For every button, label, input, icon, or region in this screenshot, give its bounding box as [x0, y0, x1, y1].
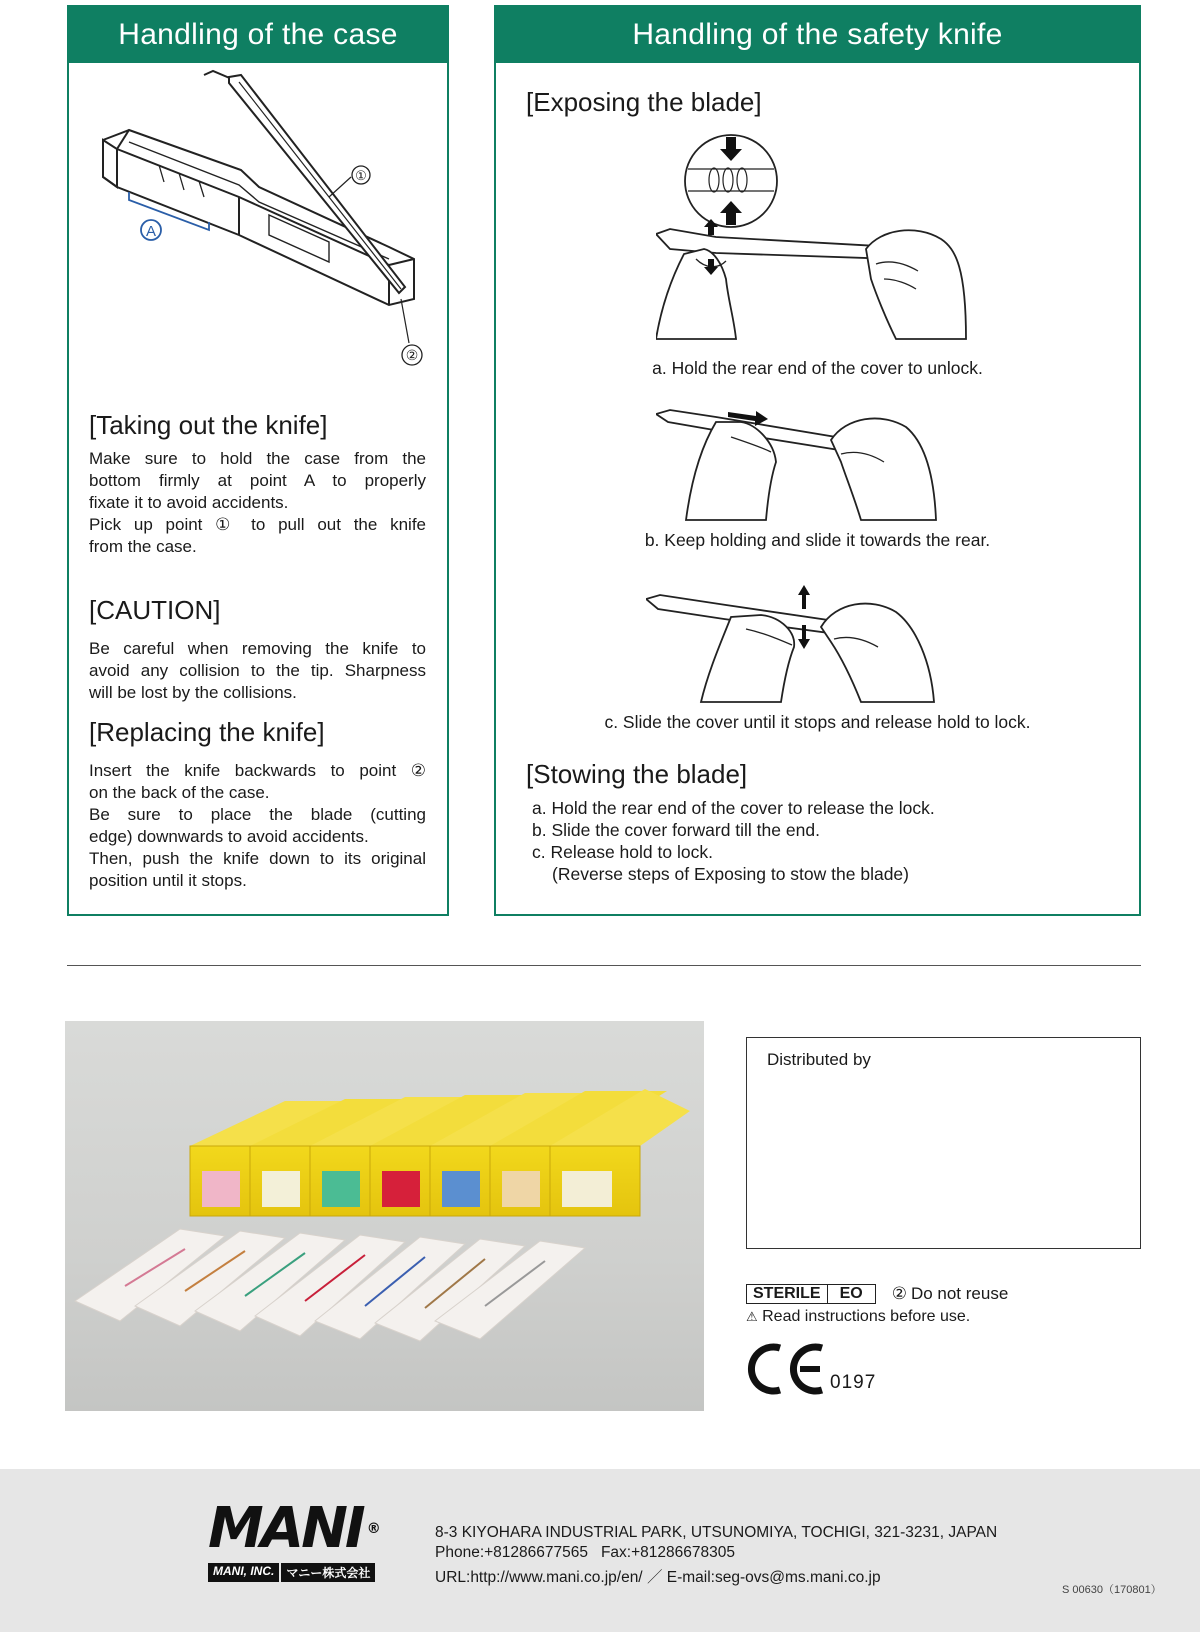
stowing-text — [532, 797, 935, 885]
case-handling-title: Handling of the case — [69, 7, 447, 63]
step-a-caption: a. Hold the rear end of the cover to unlock. — [652, 358, 983, 378]
eo-label: EO — [827, 1285, 875, 1303]
contact-web — [435, 1565, 881, 1587]
phone: Phone:+81286677565 — [435, 1544, 589, 1561]
no-reuse-label: Do not reuse — [910, 1284, 1009, 1303]
read-instructions-label: Read instructions before use. — [762, 1308, 971, 1325]
warning-icon: ⚠ — [746, 1309, 758, 1324]
footer — [0, 1469, 1200, 1632]
replacing-text — [89, 760, 426, 892]
replacing-heading: [Replacing the knife] — [89, 717, 325, 747]
text-line: Insert the knife backwards to point ② — [89, 761, 426, 780]
text-line: (Reverse steps of Exposing to stow the blade) — [552, 864, 909, 884]
text-line: Make sure to hold the case from the — [89, 449, 426, 468]
case-label-2: ② — [405, 347, 419, 363]
registered-mark: ® — [366, 1521, 381, 1537]
exposing-heading: [Exposing the blade] — [526, 87, 762, 117]
logo-sub-en: MANI, INC. — [208, 1563, 279, 1582]
section-divider — [67, 965, 1141, 966]
text-line: b. Slide the cover forward till the end. — [532, 820, 820, 840]
step-b-caption: b. Keep holding and slide it towards the rear. — [644, 530, 991, 550]
text-line: avoid any collision to the tip. Sharpness — [89, 661, 426, 680]
read-instructions-row — [746, 1308, 1008, 1326]
email-link[interactable]: E-mail:seg-ovs@ms.mani.co.jp — [666, 1569, 881, 1586]
stowing-heading: [Stowing the blade] — [526, 759, 748, 789]
case-label-1: ① — [355, 168, 367, 183]
caution-text — [89, 638, 426, 704]
no-reuse-icon: ② — [891, 1284, 907, 1303]
product-boxes-image — [65, 1021, 704, 1411]
text-line: edge) downwards to avoid accidents. — [89, 827, 369, 846]
mani-logo — [208, 1496, 381, 1582]
logo-text: MANI — [208, 1496, 363, 1561]
document-code: S 00630（170801） — [1062, 1584, 1162, 1596]
text-line: Pick up point ① to pull out the knife — [89, 515, 426, 534]
text-line: will be lost by the collisions. — [89, 683, 297, 702]
logo-subtitle — [208, 1563, 381, 1582]
step-a-illustration — [656, 129, 986, 359]
website-link[interactable]: URL:http://www.mani.co.jp/en/ — [435, 1569, 643, 1586]
case-label-a: A — [145, 223, 157, 240]
taking-out-heading: [Taking out the knife] — [89, 410, 328, 440]
caution-heading: [CAUTION] — [89, 595, 221, 625]
text-line: c. Release hold to lock. — [532, 842, 713, 862]
regulatory-symbols — [746, 1284, 1008, 1396]
fax: Fax:+81286678305 — [600, 1544, 735, 1561]
text-line: position until it stops. — [89, 871, 247, 890]
ce-mark — [746, 1342, 1008, 1396]
text-line: Be sure to place the blade (cutting — [89, 805, 426, 824]
logo-sub-jp: マニー株式会社 — [281, 1563, 375, 1582]
sterile-eo-badge — [746, 1284, 876, 1304]
separator: ／ — [646, 1569, 663, 1586]
safety-knife-title: Handling of the safety knife — [496, 7, 1139, 63]
distributor-label: Distributed by — [767, 1050, 871, 1069]
sterile-label: STERILE — [753, 1285, 821, 1302]
ce-number: 0197 — [830, 1372, 877, 1393]
step-c-caption: c. Slide the cover until it stops and release hold to lock. — [604, 712, 1031, 732]
step-b-illustration — [656, 402, 946, 527]
text-line: from the case. — [89, 537, 197, 556]
contact-phone-fax — [435, 1544, 735, 1562]
text-line: a. Hold the rear end of the cover to release the lock. — [532, 798, 935, 818]
text-line: on the back of the case. — [89, 783, 270, 802]
company-address: 8-3 KIYOHARA INDUSTRIAL PARK, UTSUNOMIYA, TOCHIGI, 321-3231, JAPAN — [435, 1524, 998, 1541]
text-line: bottom firmly at point A to properly — [89, 471, 426, 490]
text-line: fixate it to avoid accidents. — [89, 493, 289, 512]
product-photo — [65, 1021, 704, 1411]
case-illustration — [89, 37, 429, 382]
ce-mark-icon — [746, 1342, 826, 1396]
case-handling-panel — [67, 5, 449, 916]
text-line: Be careful when removing the knife to — [89, 639, 426, 658]
safety-knife-panel — [494, 5, 1141, 916]
sterile-row — [746, 1284, 1008, 1304]
taking-out-text — [89, 448, 426, 558]
distributor-box — [746, 1037, 1141, 1249]
text-line: Then, push the knife down to its original — [89, 849, 426, 868]
step-c-illustration — [646, 577, 946, 707]
